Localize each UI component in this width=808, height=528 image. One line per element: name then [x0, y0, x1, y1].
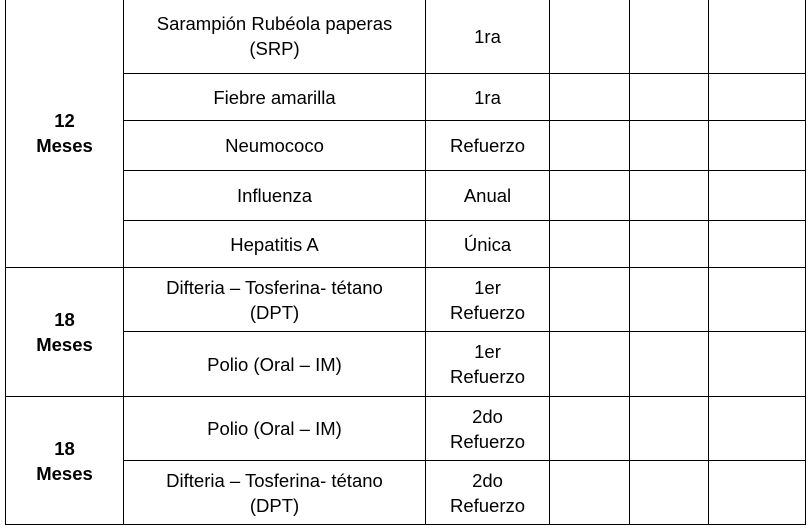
vaccine-name: Neumococo: [225, 135, 324, 156]
table-row: [6, 221, 806, 268]
empty-cell: [550, 221, 630, 268]
vaccine-name: Sarampión Rubéola paperas: [156, 13, 393, 34]
dose-label: Refuerzo: [449, 135, 526, 156]
empty-cell: [550, 0, 630, 74]
vaccine-cell: [124, 268, 426, 332]
empty-cell: [709, 221, 806, 268]
empty-cell: [630, 121, 709, 171]
table-row: [6, 268, 806, 332]
empty-cell: [630, 171, 709, 221]
dose-label: 1ra: [474, 25, 501, 47]
age-value: 18: [54, 309, 75, 330]
dose-cell: [426, 221, 550, 268]
empty-cell: [709, 461, 806, 525]
dose-label: 2do: [472, 469, 503, 491]
vaccine-cell: [124, 0, 426, 74]
age-unit: Meses: [36, 135, 93, 156]
dose-label: 1er: [474, 276, 501, 298]
table-row: [6, 461, 806, 525]
dose-label-2: Refuerzo: [449, 430, 526, 452]
age-unit: Meses: [36, 334, 93, 355]
table-row: [6, 0, 806, 74]
vaccine-cell: [124, 74, 426, 121]
dose-label: 2do: [472, 405, 503, 427]
vaccination-schedule-table: [5, 0, 806, 525]
vaccine-cell: [124, 332, 426, 397]
vaccine-abbreviation: (DPT): [249, 301, 300, 323]
empty-cell: [550, 121, 630, 171]
dose-label-2: Refuerzo: [449, 301, 526, 323]
vaccine-name: Fiebre amarilla: [213, 86, 336, 108]
age-group-cell: [6, 397, 124, 525]
table-row: [6, 74, 806, 121]
dose-cell: [426, 332, 550, 397]
vaccine-cell: [124, 461, 426, 525]
empty-cell: [550, 461, 630, 525]
vaccine-name: Difteria – Tosferina- tétano: [166, 276, 383, 298]
empty-cell: [630, 74, 709, 121]
empty-cell: [630, 332, 709, 397]
empty-cell: [630, 461, 709, 525]
table-row: [6, 171, 806, 221]
vaccine-name: Difteria – Tosferina- tétano: [166, 469, 383, 491]
empty-cell: [630, 221, 709, 268]
age-unit: Meses: [36, 462, 93, 484]
age-value: 18: [54, 437, 75, 459]
table-row: [6, 121, 806, 171]
vaccine-name: Polio (Oral – IM): [207, 353, 342, 375]
vaccine-cell: [124, 397, 426, 461]
dose-cell: [426, 461, 550, 525]
empty-cell: [550, 171, 630, 221]
dose-label: 1ra: [474, 86, 501, 108]
vaccine-name: Hepatitis A: [230, 233, 319, 255]
dose-label-2: Refuerzo: [449, 366, 526, 387]
vaccine-abbreviation: (DPT): [249, 494, 300, 516]
dose-label: Única: [463, 233, 512, 255]
dose-label: 1er: [474, 341, 501, 362]
empty-cell: [709, 397, 806, 461]
empty-cell: [630, 397, 709, 461]
dose-label-2: Refuerzo: [449, 494, 526, 516]
age-group-cell: [6, 0, 124, 268]
vaccine-name: Polio (Oral – IM): [207, 418, 342, 439]
dose-cell: [426, 121, 550, 171]
age-value: 12: [54, 110, 75, 131]
empty-cell: [630, 268, 709, 332]
vaccine-name: Influenza: [236, 185, 313, 206]
dose-cell: [426, 0, 550, 74]
empty-cell: [709, 121, 806, 171]
empty-cell: [550, 74, 630, 121]
dose-cell: [426, 397, 550, 461]
dose-label: Anual: [463, 185, 512, 206]
dose-cell: [426, 268, 550, 332]
dose-cell: [426, 171, 550, 221]
table-row: [6, 397, 806, 461]
vaccine-cell: [124, 221, 426, 268]
empty-cell: [550, 268, 630, 332]
vaccine-cell: [124, 171, 426, 221]
table-row: [6, 332, 806, 397]
dose-cell: [426, 74, 550, 121]
empty-cell: [709, 268, 806, 332]
empty-cell: [550, 397, 630, 461]
vaccine-cell: [124, 121, 426, 171]
vaccine-abbreviation: (SRP): [249, 38, 300, 59]
empty-cell: [630, 0, 709, 74]
empty-cell: [550, 332, 630, 397]
age-group-cell: [6, 268, 124, 397]
empty-cell: [709, 74, 806, 121]
empty-cell: [709, 332, 806, 397]
empty-cell: [709, 171, 806, 221]
empty-cell: [709, 0, 806, 74]
